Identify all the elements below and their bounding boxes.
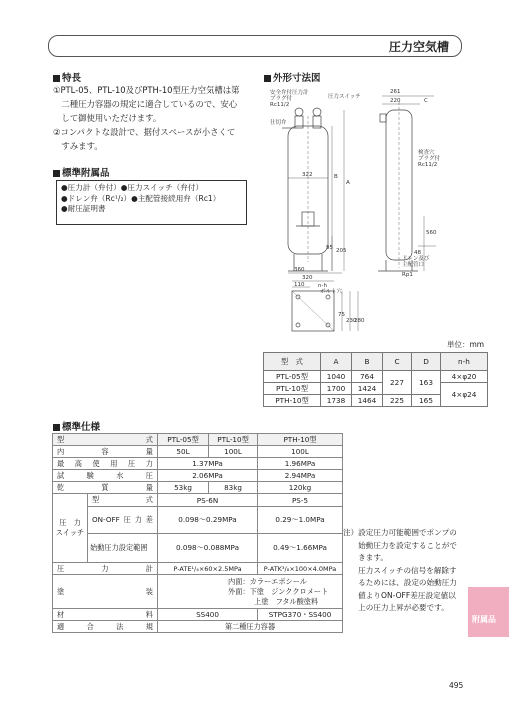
dim-header: B bbox=[352, 353, 383, 371]
dim-header: 型 式 bbox=[264, 353, 321, 371]
spec-cell: PS-5 bbox=[258, 494, 343, 507]
spec-table bbox=[52, 433, 343, 633]
note-line: 値よりON-OFF差圧設定値以 bbox=[343, 590, 456, 600]
drawing-label: 322 bbox=[302, 172, 313, 178]
table-row bbox=[53, 609, 343, 621]
spec-cell: 0.49～1.66MPa bbox=[258, 534, 343, 563]
accessory-line: ●ドレン弁（Rc¹/₂）●主配管接続用弁（Rc1） bbox=[61, 193, 221, 203]
dim-nh: 4×φ20 bbox=[441, 371, 488, 383]
drawing-label: 95 bbox=[326, 245, 333, 251]
spec-cell: 内面：カラーエポシール bbox=[228, 576, 307, 586]
dim-b: 1464 bbox=[352, 395, 383, 407]
dim-model: PTL-05型 bbox=[264, 371, 321, 383]
spec-label: 塗装 bbox=[53, 575, 158, 609]
drawing-label: 230 bbox=[346, 318, 357, 324]
feature-line: 二種圧力容器の規定に適合しているので、安心 bbox=[53, 99, 238, 109]
table-row bbox=[264, 371, 488, 383]
drawing-label: 280 bbox=[354, 318, 365, 324]
dim-model: PTL-10型 bbox=[264, 383, 321, 395]
drawing-label: 205 bbox=[336, 248, 347, 254]
table-row bbox=[53, 482, 343, 494]
table-row bbox=[53, 575, 343, 609]
dim-b: 764 bbox=[352, 371, 383, 383]
spec-cell: PTH-10型 bbox=[258, 434, 343, 446]
drawing-label: 360 bbox=[294, 267, 305, 273]
drawing-label: 110 bbox=[294, 282, 305, 288]
drawing-label: プラグ付 bbox=[418, 156, 441, 162]
spec-cell: 0.098～0.088MPa bbox=[158, 534, 258, 563]
note-line: 圧力スイッチの信号を解除す bbox=[343, 565, 457, 575]
accessory-line: ●圧力計（弁付）●圧力スイッチ（弁付） bbox=[61, 183, 204, 192]
drawing-label: Rc11/2 bbox=[418, 162, 438, 168]
drawing-label: 主配管口 bbox=[402, 262, 425, 268]
spec-cell: SS400 bbox=[158, 609, 258, 621]
spec-cell: 120kg bbox=[258, 482, 343, 494]
drawing-label: Rc11/2 bbox=[270, 102, 290, 108]
spec-cell: 2.94MPa bbox=[258, 470, 343, 482]
page-number: 495 bbox=[449, 681, 464, 690]
drawing-label: ボルト穴 bbox=[320, 289, 343, 295]
spec-cell: 53kg bbox=[158, 482, 209, 494]
dim-model: PTH-10型 bbox=[264, 395, 321, 407]
spec-cell: P-ATK³/₈×100×4.0MPa bbox=[258, 563, 343, 575]
note-text bbox=[343, 527, 463, 615]
spec-label: 圧 力 bbox=[59, 518, 81, 527]
feature-line: すみます。 bbox=[53, 141, 103, 151]
spec-cell: PTL-10型 bbox=[209, 434, 258, 446]
accessories-box bbox=[56, 180, 247, 225]
accessories-heading: 標準附属品 bbox=[53, 165, 110, 179]
drawing-label: 75 bbox=[338, 312, 345, 318]
drawing-label: ドレン及び bbox=[402, 256, 430, 262]
spec-cell: PTL-05型 bbox=[158, 434, 209, 446]
table-row bbox=[53, 563, 343, 575]
spec-paint-cell bbox=[158, 575, 343, 609]
feature-line: ①PTL-05、PTL-10及びPTH-10型圧力空気槽は第 bbox=[53, 85, 240, 95]
table-row bbox=[53, 621, 343, 633]
spec-cell: 100L bbox=[258, 446, 343, 458]
section-tab-label: 附属品 bbox=[472, 615, 496, 624]
feature-line: して御使用いただけます。 bbox=[53, 113, 162, 123]
dim-header: D bbox=[412, 353, 441, 371]
spec-cell: 0.098～0.29MPa bbox=[158, 507, 258, 534]
dim-c: 225 bbox=[383, 395, 412, 407]
dim-a: 1040 bbox=[321, 371, 352, 383]
drawing-heading: 外形寸法図 bbox=[264, 70, 321, 84]
table-row bbox=[53, 507, 343, 534]
features-heading: 特長 bbox=[53, 70, 81, 84]
dim-d: 163 bbox=[412, 371, 441, 395]
spec-cell: 第二種圧力容器 bbox=[158, 621, 343, 633]
drawing-label: C bbox=[424, 98, 428, 104]
spec-label: 始動圧力設定範囲 bbox=[88, 534, 158, 563]
drawing-label: 220 bbox=[390, 98, 401, 104]
spec-label: 適合法規 bbox=[53, 621, 158, 633]
spec-label: 乾質量 bbox=[53, 482, 158, 494]
dim-nh: 4×φ24 bbox=[441, 383, 488, 407]
drawing-label: 261 bbox=[390, 89, 401, 95]
table-row bbox=[53, 446, 343, 458]
accessory-line: ●耐圧証明書 bbox=[61, 204, 106, 213]
dim-d: 165 bbox=[412, 395, 441, 407]
feature-line: ②コンパクトな設計で、据付スペースが小さくて bbox=[53, 127, 236, 137]
unit-label: 単位：mm bbox=[447, 340, 485, 349]
spec-label: スイッチ bbox=[55, 528, 85, 537]
spec-cell: 2.06MPa bbox=[158, 470, 258, 482]
spec-cell: 100L bbox=[209, 446, 258, 458]
spec-label: 型式 bbox=[53, 434, 158, 446]
spec-label: 型式 bbox=[88, 494, 158, 507]
spec-label: 圧力計 bbox=[53, 563, 158, 575]
dim-a: 1738 bbox=[321, 395, 352, 407]
title-bar bbox=[48, 35, 462, 57]
features-text bbox=[53, 83, 240, 153]
dim-b: 1424 bbox=[352, 383, 383, 395]
drawing-label: 48 bbox=[414, 250, 421, 256]
table-row bbox=[53, 534, 343, 563]
spec-switch-label bbox=[53, 494, 88, 563]
spec-cell: 外面：下塗 ジンククロメート bbox=[228, 586, 329, 596]
drawing-label: 安全弁付圧力計 bbox=[270, 90, 309, 96]
page-title: 圧力空気槽 bbox=[388, 40, 449, 54]
drawing-label: 検査穴 bbox=[418, 150, 435, 156]
spec-cell: P-ATE¹/₄×60×2.5MPa bbox=[158, 563, 258, 575]
spec-cell: STPG370・SS400 bbox=[258, 609, 343, 621]
drawing-label: ブラグ付 bbox=[270, 96, 293, 102]
spec-label: 試験水圧 bbox=[53, 470, 158, 482]
spec-label: 最高使用圧力 bbox=[53, 458, 158, 470]
spec-cell: 0.29～1.0MPa bbox=[258, 507, 343, 534]
drawing-label: B bbox=[334, 174, 338, 180]
drawing-label: 仕切弁 bbox=[270, 120, 287, 126]
table-row bbox=[53, 494, 343, 507]
dimension-table bbox=[263, 352, 488, 407]
spec-cell: 83kg bbox=[209, 482, 258, 494]
drawing-label: A bbox=[346, 180, 350, 186]
spec-label: 内容量 bbox=[53, 446, 158, 458]
drawing-label: 圧力スイッチ bbox=[328, 94, 361, 100]
section-tab[interactable] bbox=[468, 587, 509, 637]
dim-header: A bbox=[321, 353, 352, 371]
drawing-label: 560 bbox=[426, 230, 437, 236]
note-line: 注）設定圧力可能範囲でポンプの bbox=[343, 528, 457, 537]
spec-label: ON-OFF圧力差 bbox=[88, 507, 158, 534]
dim-a: 1700 bbox=[321, 383, 352, 395]
spec-cell: 1.96MPa bbox=[258, 458, 343, 470]
dim-header: C bbox=[383, 353, 412, 371]
table-row bbox=[264, 383, 488, 395]
table-row bbox=[53, 458, 343, 470]
table-row bbox=[53, 434, 343, 446]
dim-c: 227 bbox=[383, 371, 412, 395]
note-line: きます。 bbox=[343, 553, 388, 562]
note-line: 上の圧力上昇が必要です。 bbox=[343, 603, 449, 612]
drawing-label: Rp1 bbox=[402, 272, 413, 278]
outline-drawing bbox=[262, 86, 452, 336]
note-line: るためには、設定の始動圧力 bbox=[343, 578, 457, 587]
spec-cell: 上塗 フタル酸塗料 bbox=[254, 596, 319, 606]
spec-cell: PS-6N bbox=[158, 494, 258, 507]
spec-label: 材料 bbox=[53, 609, 158, 621]
table-row bbox=[53, 470, 343, 482]
spec-cell: 50L bbox=[158, 446, 209, 458]
spec-heading: 標準仕様 bbox=[53, 419, 100, 433]
drawing-label: 320 bbox=[302, 275, 313, 281]
note-line: 始動圧力を設定することがで bbox=[343, 540, 457, 550]
dim-header: n-h bbox=[441, 353, 488, 371]
spec-cell: 1.37MPa bbox=[158, 458, 258, 470]
drawing-label: n-h bbox=[318, 283, 327, 289]
